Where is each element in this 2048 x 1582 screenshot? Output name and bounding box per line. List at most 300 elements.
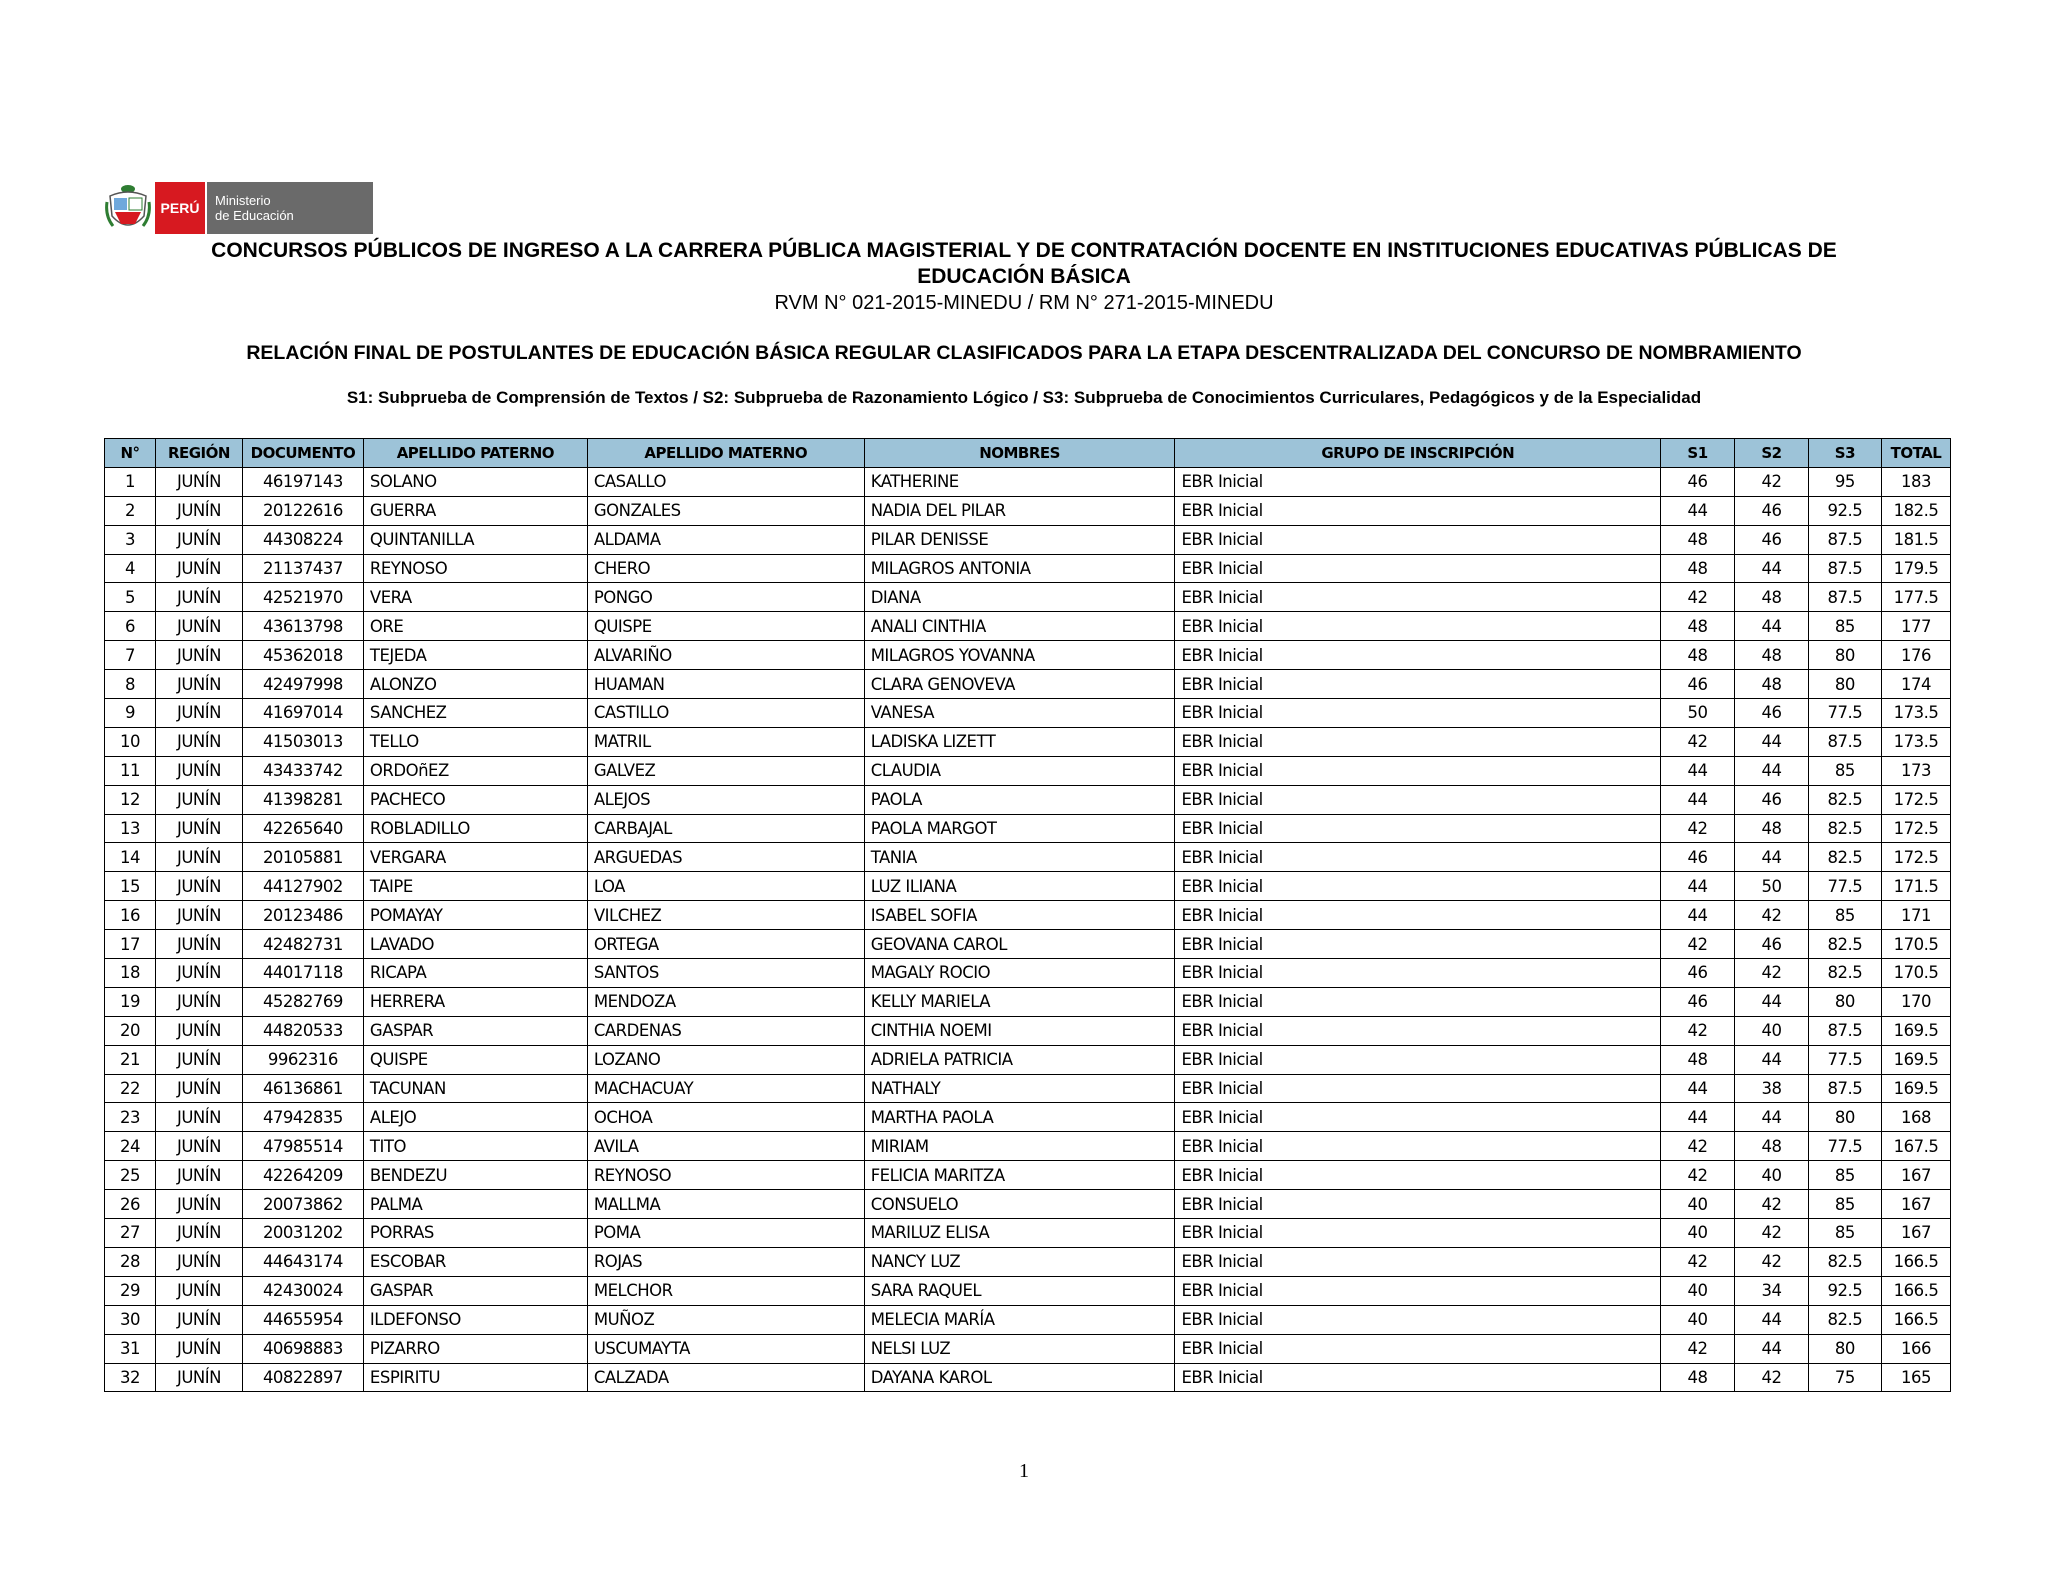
cell-s1: 44: [1661, 496, 1735, 525]
cell-num: 15: [105, 872, 156, 901]
cell-surname-paternal: PACHECO: [363, 785, 587, 814]
cell-document: 20031202: [242, 1219, 363, 1248]
cell-num: 17: [105, 930, 156, 959]
table-row: [105, 814, 1951, 843]
cell-num: 26: [105, 1190, 156, 1219]
cell-region: JUNÍN: [155, 554, 242, 583]
cell-names: LUZ ILIANA: [864, 872, 1175, 901]
cell-total: 166.5: [1881, 1247, 1950, 1276]
cell-document: 41503013: [242, 727, 363, 756]
cell-region: JUNÍN: [155, 756, 242, 785]
ministry-line-2: de Educación: [215, 208, 294, 223]
cell-num: 18: [105, 959, 156, 988]
table-row: [105, 930, 1951, 959]
cell-s2: 40: [1735, 1016, 1809, 1045]
cell-names: CINTHIA NOEMI: [864, 1016, 1175, 1045]
cell-s3: 80: [1808, 1334, 1881, 1363]
cell-names: ADRIELA PATRICIA: [864, 1045, 1175, 1074]
cell-s2: 34: [1735, 1276, 1809, 1305]
cell-surname-maternal: CALZADA: [587, 1363, 864, 1392]
cell-document: 20122616: [242, 496, 363, 525]
cell-num: 16: [105, 901, 156, 930]
cell-s1: 42: [1661, 1132, 1735, 1161]
table-row: [105, 1247, 1951, 1276]
cell-num: 13: [105, 814, 156, 843]
cell-total: 181.5: [1881, 525, 1950, 554]
cell-document: 20105881: [242, 843, 363, 872]
table-row: [105, 727, 1951, 756]
cell-group: EBR Inicial: [1175, 467, 1661, 496]
cell-surname-maternal: CARDENAS: [587, 1016, 864, 1045]
cell-surname-maternal: MACHACUAY: [587, 1074, 864, 1103]
cell-s3: 82.5: [1808, 843, 1881, 872]
cell-s1: 42: [1661, 1161, 1735, 1190]
cell-total: 173.5: [1881, 699, 1950, 728]
cell-surname-paternal: POMAYAY: [363, 901, 587, 930]
cell-s3: 85: [1808, 1161, 1881, 1190]
cell-s3: 87.5: [1808, 1074, 1881, 1103]
cell-surname-maternal: ORTEGA: [587, 930, 864, 959]
cell-group: EBR Inicial: [1175, 1334, 1661, 1363]
cell-s1: 42: [1661, 1016, 1735, 1045]
cell-names: CLARA GENOVEVA: [864, 670, 1175, 699]
cell-region: JUNÍN: [155, 699, 242, 728]
cell-surname-paternal: ALEJO: [363, 1103, 587, 1132]
cell-group: EBR Inicial: [1175, 670, 1661, 699]
cell-names: ANALI CINTHIA: [864, 612, 1175, 641]
table-row: [105, 1334, 1951, 1363]
cell-s1: 44: [1661, 1103, 1735, 1132]
table-row: [105, 1161, 1951, 1190]
cell-group: EBR Inicial: [1175, 987, 1661, 1016]
cell-names: PILAR DENISSE: [864, 525, 1175, 554]
cell-total: 167: [1881, 1219, 1950, 1248]
cell-surname-maternal: ARGUEDAS: [587, 843, 864, 872]
cell-s3: 85: [1808, 1190, 1881, 1219]
cell-names: SARA RAQUEL: [864, 1276, 1175, 1305]
cell-names: VANESA: [864, 699, 1175, 728]
table-row: [105, 496, 1951, 525]
cell-s2: 46: [1735, 930, 1809, 959]
cell-s1: 40: [1661, 1219, 1735, 1248]
cell-surname-maternal: LOZANO: [587, 1045, 864, 1074]
cell-s1: 46: [1661, 959, 1735, 988]
cell-s1: 42: [1661, 1247, 1735, 1276]
cell-s2: 42: [1735, 1190, 1809, 1219]
cell-surname-maternal: ALDAMA: [587, 525, 864, 554]
table-row: [105, 959, 1951, 988]
cell-s2: 42: [1735, 1363, 1809, 1392]
cell-total: 166.5: [1881, 1276, 1950, 1305]
cell-num: 10: [105, 727, 156, 756]
cell-region: JUNÍN: [155, 814, 242, 843]
cell-s1: 48: [1661, 641, 1735, 670]
cell-names: NELSI LUZ: [864, 1334, 1175, 1363]
cell-surname-maternal: MALLMA: [587, 1190, 864, 1219]
table-row: [105, 612, 1951, 641]
cell-group: EBR Inicial: [1175, 1074, 1661, 1103]
cell-s2: 48: [1735, 583, 1809, 612]
cell-total: 168: [1881, 1103, 1950, 1132]
cell-s1: 42: [1661, 930, 1735, 959]
cell-names: FELICIA MARITZA: [864, 1161, 1175, 1190]
cell-names: PAOLA MARGOT: [864, 814, 1175, 843]
cell-region: JUNÍN: [155, 1334, 242, 1363]
cell-s2: 44: [1735, 1103, 1809, 1132]
cell-s2: 46: [1735, 699, 1809, 728]
cell-surname-maternal: MELCHOR: [587, 1276, 864, 1305]
cell-surname-paternal: VERGARA: [363, 843, 587, 872]
cell-s1: 48: [1661, 554, 1735, 583]
cell-surname-maternal: VILCHEZ: [587, 901, 864, 930]
cell-s3: 82.5: [1808, 959, 1881, 988]
cell-s2: 48: [1735, 814, 1809, 843]
cell-s2: 44: [1735, 1334, 1809, 1363]
cell-num: 25: [105, 1161, 156, 1190]
cell-document: 44820533: [242, 1016, 363, 1045]
cell-group: EBR Inicial: [1175, 1045, 1661, 1074]
cell-region: JUNÍN: [155, 872, 242, 901]
cell-document: 42482731: [242, 930, 363, 959]
cell-group: EBR Inicial: [1175, 699, 1661, 728]
cell-s3: 80: [1808, 1103, 1881, 1132]
cell-region: JUNÍN: [155, 1016, 242, 1045]
cell-surname-paternal: LAVADO: [363, 930, 587, 959]
column-header-s1: S1: [1661, 439, 1735, 468]
cell-document: 44308224: [242, 525, 363, 554]
cell-names: GEOVANA CAROL: [864, 930, 1175, 959]
cell-surname-paternal: TACUNAN: [363, 1074, 587, 1103]
cell-total: 172.5: [1881, 843, 1950, 872]
cell-s1: 42: [1661, 583, 1735, 612]
cell-s2: 40: [1735, 1161, 1809, 1190]
cell-group: EBR Inicial: [1175, 1190, 1661, 1219]
cell-s3: 85: [1808, 901, 1881, 930]
column-header-surname-paternal: APELLIDO PATERNO: [363, 439, 587, 468]
column-header-num: N°: [105, 439, 156, 468]
cell-num: 1: [105, 467, 156, 496]
cell-group: EBR Inicial: [1175, 1247, 1661, 1276]
cell-surname-paternal: TELLO: [363, 727, 587, 756]
column-header-names: NOMBRES: [864, 439, 1175, 468]
table-row: [105, 1016, 1951, 1045]
cell-s1: 42: [1661, 727, 1735, 756]
cell-names: NATHALY: [864, 1074, 1175, 1103]
cell-region: JUNÍN: [155, 987, 242, 1016]
cell-s3: 80: [1808, 987, 1881, 1016]
cell-num: 9: [105, 699, 156, 728]
ministry-logo: [105, 182, 373, 234]
cell-region: JUNÍN: [155, 525, 242, 554]
cell-document: 40698883: [242, 1334, 363, 1363]
cell-surname-paternal: ORE: [363, 612, 587, 641]
cell-document: 43613798: [242, 612, 363, 641]
cell-surname-maternal: REYNOSO: [587, 1161, 864, 1190]
cell-s2: 42: [1735, 1247, 1809, 1276]
cell-s1: 48: [1661, 1363, 1735, 1392]
table-row: [105, 554, 1951, 583]
cell-total: 179.5: [1881, 554, 1950, 583]
cell-s2: 44: [1735, 727, 1809, 756]
cell-s1: 44: [1661, 872, 1735, 901]
cell-surname-paternal: PALMA: [363, 1190, 587, 1219]
cell-document: 41697014: [242, 699, 363, 728]
cell-region: JUNÍN: [155, 1305, 242, 1334]
cell-num: 11: [105, 756, 156, 785]
cell-names: TANIA: [864, 843, 1175, 872]
cell-surname-paternal: ROBLADILLO: [363, 814, 587, 843]
cell-num: 21: [105, 1045, 156, 1074]
cell-surname-paternal: GASPAR: [363, 1276, 587, 1305]
cell-group: EBR Inicial: [1175, 641, 1661, 670]
ministry-line-1: Ministerio: [215, 193, 271, 208]
cell-s3: 85: [1808, 612, 1881, 641]
cell-document: 44655954: [242, 1305, 363, 1334]
cell-surname-maternal: ALEJOS: [587, 785, 864, 814]
document-title-line-2: EDUCACIÓN BÁSICA: [917, 265, 1131, 288]
cell-num: 20: [105, 1016, 156, 1045]
cell-total: 170: [1881, 987, 1950, 1016]
cell-s3: 85: [1808, 1219, 1881, 1248]
cell-total: 177: [1881, 612, 1950, 641]
table-row: [105, 1190, 1951, 1219]
cell-surname-paternal: REYNOSO: [363, 554, 587, 583]
cell-document: 42430024: [242, 1276, 363, 1305]
cell-document: 43433742: [242, 756, 363, 785]
cell-num: 6: [105, 612, 156, 641]
table-row: [105, 1103, 1951, 1132]
cell-s2: 38: [1735, 1074, 1809, 1103]
cell-group: EBR Inicial: [1175, 496, 1661, 525]
cell-s1: 42: [1661, 814, 1735, 843]
cell-total: 171: [1881, 901, 1950, 930]
cell-group: EBR Inicial: [1175, 1363, 1661, 1392]
document-title-line-1: CONCURSOS PÚBLICOS DE INGRESO A LA CARRERA PÚBLICA MAGISTERIAL Y DE CONTRATACIÓN DOCENTE EN INSTITUCIONES EDUCATIVAS PÚBLICAS DE: [211, 239, 1837, 262]
cell-names: MELECIA MARÍA: [864, 1305, 1175, 1334]
column-header-group: GRUPO DE INSCRIPCIÓN: [1175, 439, 1661, 468]
table-body: [105, 467, 1951, 1392]
cell-total: 172.5: [1881, 785, 1950, 814]
cell-surname-paternal: TITO: [363, 1132, 587, 1161]
cell-surname-maternal: CHERO: [587, 554, 864, 583]
cell-region: JUNÍN: [155, 1045, 242, 1074]
cell-total: 166: [1881, 1334, 1950, 1363]
peru-label: PERÚ: [155, 182, 205, 234]
cell-surname-maternal: QUISPE: [587, 612, 864, 641]
cell-s3: 77.5: [1808, 1045, 1881, 1074]
cell-s3: 87.5: [1808, 583, 1881, 612]
cell-names: MAGALY ROCIO: [864, 959, 1175, 988]
cell-names: ISABEL SOFIA: [864, 901, 1175, 930]
table-row: [105, 1363, 1951, 1392]
table-header-row: [105, 439, 1951, 468]
cell-document: 42521970: [242, 583, 363, 612]
cell-num: 2: [105, 496, 156, 525]
cell-document: 44643174: [242, 1247, 363, 1276]
cell-surname-paternal: PIZARRO: [363, 1334, 587, 1363]
cell-s1: 44: [1661, 1074, 1735, 1103]
cell-group: EBR Inicial: [1175, 727, 1661, 756]
cell-s2: 46: [1735, 496, 1809, 525]
cell-region: JUNÍN: [155, 467, 242, 496]
cell-surname-paternal: ORDOñEZ: [363, 756, 587, 785]
cell-surname-maternal: ALVARIÑO: [587, 641, 864, 670]
cell-names: MILAGROS YOVANNA: [864, 641, 1175, 670]
cell-group: EBR Inicial: [1175, 843, 1661, 872]
table-row: [105, 872, 1951, 901]
cell-document: 46136861: [242, 1074, 363, 1103]
subtest-legend: S1: Subprueba de Comprensión de Textos / S2: Subprueba de Razonamiento Lógico / S3: Subprueba de Conocimientos Curriculares, Pedagógicos y de la Especialidad: [346, 388, 1702, 407]
cell-s2: 44: [1735, 612, 1809, 641]
column-header-document: DOCUMENTO: [242, 439, 363, 468]
coat-of-arms-icon: [105, 182, 151, 234]
cell-region: JUNÍN: [155, 1276, 242, 1305]
cell-names: DIANA: [864, 583, 1175, 612]
cell-surname-maternal: GALVEZ: [587, 756, 864, 785]
cell-surname-maternal: SANTOS: [587, 959, 864, 988]
cell-group: EBR Inicial: [1175, 785, 1661, 814]
cell-group: EBR Inicial: [1175, 1103, 1661, 1132]
cell-s1: 48: [1661, 1045, 1735, 1074]
cell-region: JUNÍN: [155, 1363, 242, 1392]
cell-group: EBR Inicial: [1175, 554, 1661, 583]
cell-num: 31: [105, 1334, 156, 1363]
cell-surname-maternal: HUAMAN: [587, 670, 864, 699]
cell-group: EBR Inicial: [1175, 756, 1661, 785]
cell-region: JUNÍN: [155, 496, 242, 525]
cell-s2: 44: [1735, 1045, 1809, 1074]
cell-surname-paternal: ILDEFONSO: [363, 1305, 587, 1334]
cell-surname-paternal: ALONZO: [363, 670, 587, 699]
cell-s2: 42: [1735, 1219, 1809, 1248]
cell-num: 32: [105, 1363, 156, 1392]
cell-s2: 50: [1735, 872, 1809, 901]
cell-s2: 44: [1735, 1305, 1809, 1334]
cell-names: MARILUZ ELISA: [864, 1219, 1175, 1248]
cell-names: CONSUELO: [864, 1190, 1175, 1219]
cell-document: 47985514: [242, 1132, 363, 1161]
cell-surname-paternal: ESCOBAR: [363, 1247, 587, 1276]
document-title: [0, 238, 2048, 290]
cell-document: 44017118: [242, 959, 363, 988]
cell-group: EBR Inicial: [1175, 814, 1661, 843]
table-row: [105, 1132, 1951, 1161]
cell-s1: 48: [1661, 612, 1735, 641]
cell-s3: 77.5: [1808, 872, 1881, 901]
cell-s2: 42: [1735, 901, 1809, 930]
table-row: [105, 987, 1951, 1016]
cell-total: 169.5: [1881, 1074, 1950, 1103]
cell-names: MIRIAM: [864, 1132, 1175, 1161]
cell-s1: 40: [1661, 1190, 1735, 1219]
cell-region: JUNÍN: [155, 1247, 242, 1276]
table-row: [105, 699, 1951, 728]
cell-s3: 82.5: [1808, 785, 1881, 814]
cell-s2: 44: [1735, 987, 1809, 1016]
cell-s1: 46: [1661, 987, 1735, 1016]
cell-s3: 77.5: [1808, 699, 1881, 728]
cell-num: 28: [105, 1247, 156, 1276]
cell-group: EBR Inicial: [1175, 872, 1661, 901]
cell-group: EBR Inicial: [1175, 1219, 1661, 1248]
cell-surname-paternal: TAIPE: [363, 872, 587, 901]
cell-surname-paternal: SOLANO: [363, 467, 587, 496]
cell-num: 5: [105, 583, 156, 612]
cell-s3: 75: [1808, 1363, 1881, 1392]
cell-surname-paternal: QUINTANILLA: [363, 525, 587, 554]
cell-document: 44127902: [242, 872, 363, 901]
cell-group: EBR Inicial: [1175, 612, 1661, 641]
cell-names: CLAUDIA: [864, 756, 1175, 785]
cell-document: 41398281: [242, 785, 363, 814]
cell-s3: 85: [1808, 756, 1881, 785]
cell-total: 170.5: [1881, 959, 1950, 988]
cell-s2: 48: [1735, 1132, 1809, 1161]
table-row: [105, 1305, 1951, 1334]
cell-surname-maternal: MATRIL: [587, 727, 864, 756]
cell-surname-maternal: USCUMAYTA: [587, 1334, 864, 1363]
cell-s1: 40: [1661, 1276, 1735, 1305]
cell-surname-paternal: TEJEDA: [363, 641, 587, 670]
cell-total: 167.5: [1881, 1132, 1950, 1161]
results-table: [104, 438, 1951, 1392]
cell-group: EBR Inicial: [1175, 959, 1661, 988]
cell-s1: 46: [1661, 670, 1735, 699]
cell-s3: 87.5: [1808, 727, 1881, 756]
cell-region: JUNÍN: [155, 1074, 242, 1103]
cell-region: JUNÍN: [155, 641, 242, 670]
cell-s2: 44: [1735, 843, 1809, 872]
column-header-surname-maternal: APELLIDO MATERNO: [587, 439, 864, 468]
cell-names: MARTHA PAOLA: [864, 1103, 1175, 1132]
cell-s3: 87.5: [1808, 1016, 1881, 1045]
cell-s1: 44: [1661, 785, 1735, 814]
cell-num: 22: [105, 1074, 156, 1103]
table-row: [105, 756, 1951, 785]
cell-region: JUNÍN: [155, 1132, 242, 1161]
cell-total: 173.5: [1881, 727, 1950, 756]
cell-s1: 40: [1661, 1305, 1735, 1334]
document-subtitle: RELACIÓN FINAL DE POSTULANTES DE EDUCACIÓN BÁSICA REGULAR CLASIFICADOS PARA LA ETAPA DESCENTRALIZADA DEL CONCURSO DE NOMBRAMIENTO: [246, 342, 1802, 364]
cell-num: 3: [105, 525, 156, 554]
cell-group: EBR Inicial: [1175, 930, 1661, 959]
cell-total: 183: [1881, 467, 1950, 496]
cell-region: JUNÍN: [155, 843, 242, 872]
cell-region: JUNÍN: [155, 959, 242, 988]
cell-s3: 82.5: [1808, 814, 1881, 843]
cell-names: NANCY LUZ: [864, 1247, 1175, 1276]
table-row: [105, 901, 1951, 930]
cell-s3: 82.5: [1808, 1305, 1881, 1334]
cell-s1: 46: [1661, 843, 1735, 872]
cell-total: 169.5: [1881, 1016, 1950, 1045]
cell-total: 166.5: [1881, 1305, 1950, 1334]
cell-document: 42264209: [242, 1161, 363, 1190]
cell-s3: 77.5: [1808, 1132, 1881, 1161]
cell-s2: 42: [1735, 467, 1809, 496]
cell-surname-paternal: ESPIRITU: [363, 1363, 587, 1392]
cell-surname-paternal: RICAPA: [363, 959, 587, 988]
cell-document: 21137437: [242, 554, 363, 583]
cell-s2: 42: [1735, 959, 1809, 988]
cell-surname-maternal: MENDOZA: [587, 987, 864, 1016]
cell-names: PAOLA: [864, 785, 1175, 814]
cell-region: JUNÍN: [155, 1161, 242, 1190]
cell-names: KATHERINE: [864, 467, 1175, 496]
cell-region: JUNÍN: [155, 583, 242, 612]
cell-num: 14: [105, 843, 156, 872]
cell-num: 27: [105, 1219, 156, 1248]
